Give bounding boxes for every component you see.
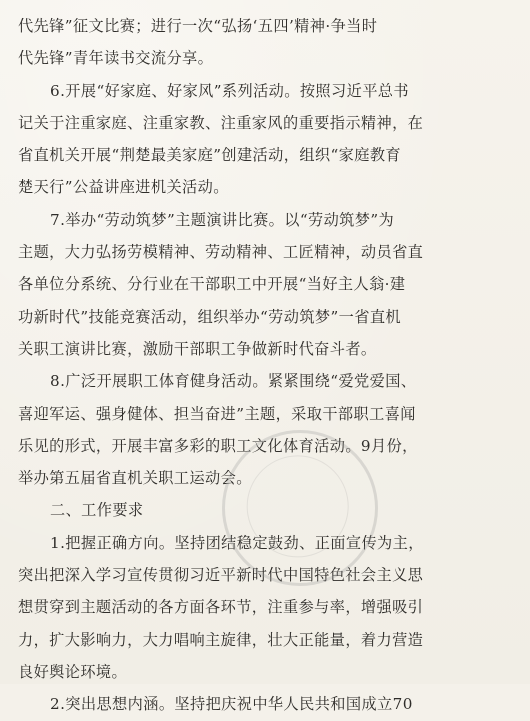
document-text xyxy=(18,10,518,721)
paragraph-start: 1.把握正确方向。坚持团结稳定鼓劲、正面宣传为主， xyxy=(50,533,424,552)
paragraph-start: 2.突出思想内涵。坚持把庆祝中华人民共和国成立70 xyxy=(50,695,413,714)
text-line: 功新时代”技能竞赛活动，组织举办“劳动筑梦”一省直机 xyxy=(18,307,402,326)
text-line: 关职工演讲比赛，激励干部职工争做新时代奋斗者。 xyxy=(18,339,377,358)
text-line: 良好舆论环境。 xyxy=(18,662,128,681)
text-line: 主题，大力弘扬劳模精神、劳动精神、工匠精神，动员省直 xyxy=(18,243,424,262)
text-line: 代先锋”青年读书交流分享。 xyxy=(18,49,214,68)
text-line: 突出把深入学习宣传贯彻习近平新时代中国特色社会主义思 xyxy=(18,566,424,585)
paragraph-start: 7.举办“劳动筑梦”主题演讲比赛。以“劳动筑梦”为 xyxy=(50,210,395,229)
text-line: 乐见的形式，开展丰富多彩的职工文化体育活动。9月份， xyxy=(18,436,418,455)
text-line: 举办第五届省直机关职工运动会。 xyxy=(18,469,252,488)
section-heading: 二、工作要求 xyxy=(50,501,144,520)
text-line: 力，扩大影响力，大力唱响主旋律，壮大正能量，着力营造 xyxy=(18,630,424,649)
paragraph-start: 6.开展“好家庭、好家风”系列活动。按照习近平总书 xyxy=(50,81,409,100)
paragraph-start: 8.广泛开展职工体育健身活动。紧紧围绕“爱党爱国、 xyxy=(50,372,417,391)
text-line: 代先锋”征文比赛；进行一次“弘扬‘五四’精神·争当时 xyxy=(18,17,378,35)
text-line: 记关于注重家庭、注重家教、注重家风的重要指示精神，在 xyxy=(18,113,424,132)
text-line: 想贯穿到主题活动的各方面各环节，注重参与率，增强吸引 xyxy=(18,598,424,617)
text-line: 省直机关开展“荆楚最美家庭”创建活动，组织“家庭教育 xyxy=(18,146,402,165)
text-line: 喜迎军运、强身健体、担当奋进”主题，采取干部职工喜闻 xyxy=(18,404,416,423)
text-line: 各单位分系统、分行业在干部职工中开展“当好主人翁·建 xyxy=(18,275,406,294)
text-line: 楚天行”公益讲座进机关活动。 xyxy=(18,178,229,197)
